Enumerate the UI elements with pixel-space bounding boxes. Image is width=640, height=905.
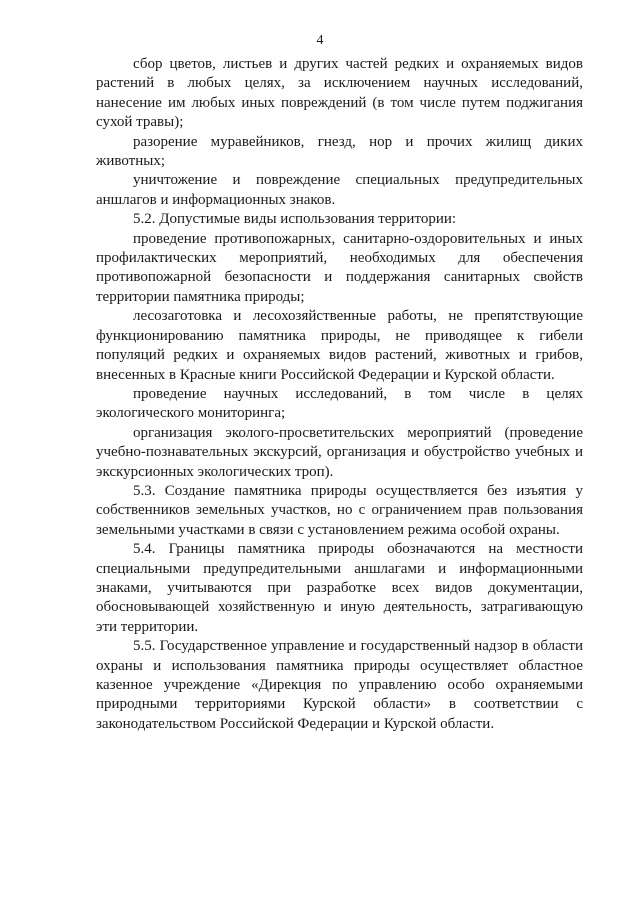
- section-5-3-paragraph: 5.3. Создание памятника природы осуществляется без изъятия у собственников земельных участков, но с ограничением прав пользования земельными участками в связи с установлением режима особой охраны.: [96, 482, 583, 538]
- paragraph-allowed-fire-prevention: проведение противопожарных, санитарно-оздоровительных и иных профилактических мероприятий, необходимых для обеспечения противопожарной безопасности и поддержания санитарных свойств территории памятника природы;: [96, 230, 583, 305]
- document-body: [96, 55, 583, 734]
- paragraph-allowed-research: проведение научных исследований, в том числе в целях экологического мониторинга;: [96, 385, 583, 422]
- paragraph-prohibited-nest-destruction: разорение муравейников, гнезд, нор и прочих жилищ диких животных;: [96, 133, 583, 170]
- paragraph-prohibited-sign-damage: уничтожение и повреждение специальных предупредительных аншлагов и информационных знаков.: [96, 172, 583, 208]
- paragraph-allowed-education: организация эколого-просветительских мероприятий (проведение учебно-познавательных экскурсий, организация и обустройство учебных и экскурсионных экологических троп).: [96, 424, 583, 480]
- paragraph-allowed-forestry: лесозаготовка и лесохозяйственные работы, не препятствующие функционированию памятника природы, не приводящее к гибели популяций редких и охраняемых видов растений, животных и грибов, внесенных в Красные книги Российской Федерации и Курской области.: [96, 308, 583, 383]
- paragraph-prohibited-flower-collection: сбор цветов, листьев и других частей редких и охраняемых видов растений в любых целях, за исключением научных исследований, нанесение им любых иных повреждений (в том числе путем поджигания сухой травы);: [96, 56, 583, 131]
- section-5-2-heading: 5.2. Допустимые виды использования территории:: [133, 211, 457, 228]
- section-5-4-paragraph: 5.4. Границы памятника природы обозначаются на местности специальными предупредительными аншлагами и информационными знаками, учитываются при разработке всех видов документации, обосновывающей хозяйственную и иную деятельность, затрагивающую эти территории.: [96, 541, 583, 635]
- section-5-5-paragraph: 5.5. Государственное управление и государственный надзор в области охраны и использования памятника природы осуществляет областное казенное учреждение «Дирекция по управлению особо охраняемыми природными территориями Курской области» в соответствии с законодательством Российской Федерации и Курской области.: [96, 638, 583, 732]
- page-number: 4: [316, 33, 324, 48]
